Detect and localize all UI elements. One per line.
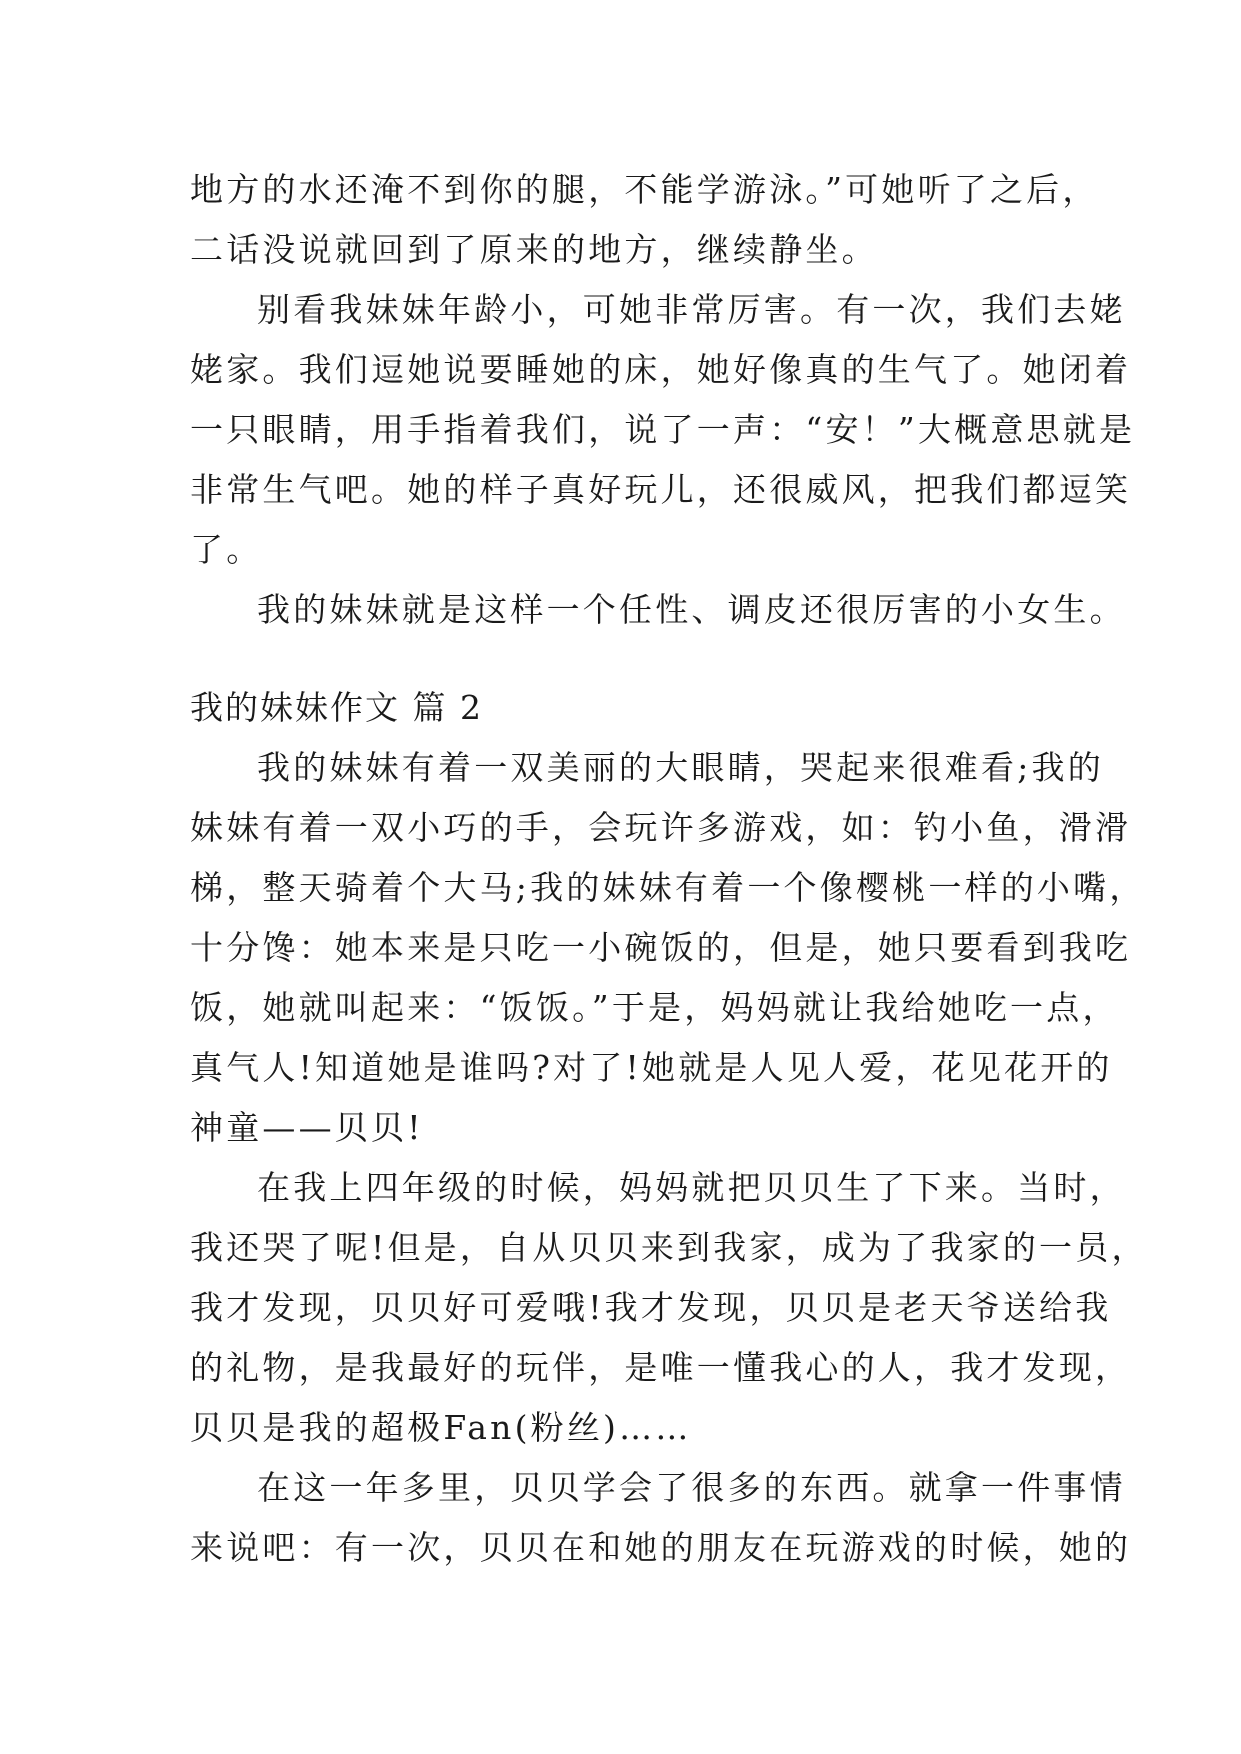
- paragraph: [190, 580, 1126, 640]
- paragraph: [190, 1158, 1148, 1458]
- section-gap: [190, 640, 1070, 678]
- section-heading: 我的妹妹作文 篇 2: [190, 688, 483, 727]
- text-line: 来说吧：有一次，贝贝在和她的朋友在玩游戏的时候，她的: [190, 1528, 1132, 1567]
- text-line: 十分馋：她本来是只吃一小碗饭的，但是，她只要看到我吃: [190, 928, 1132, 967]
- text-line: 了。: [190, 530, 263, 569]
- text-line: 在我上四年级的时候，妈妈就把贝贝生了下来。当时，: [257, 1168, 1126, 1207]
- text-line: 别看我妹妹年龄小，可她非常厉害。有一次，我们去姥: [257, 290, 1126, 329]
- text-line: 我才发现，贝贝好可爱哦!我才发现，贝贝是老天爷送给我: [190, 1288, 1112, 1327]
- document-body: [190, 160, 1148, 1578]
- text-line: 我的妹妹就是这样一个任性、调皮还很厉害的小女生。: [257, 590, 1126, 629]
- text-line: 我还哭了呢!但是，自从贝贝来到我家，成为了我家的一员，: [190, 1228, 1148, 1267]
- text-line: 贝贝是我的超极Fan(粉丝)……: [190, 1408, 692, 1447]
- text-line: 饭，她就叫起来：“饭饭。”于是，妈妈就让我给她吃一点，: [190, 988, 1119, 1027]
- text-line: 梯，整天骑着个大马;我的妹妹有着一个像樱桃一样的小嘴，: [190, 868, 1146, 907]
- text-line: 非常生气吧。她的样子真好玩儿，还很威风，把我们都逗笑: [190, 470, 1132, 509]
- text-line: 姥家。我们逗她说要睡她的床，她好像真的生气了。她闭着: [190, 350, 1132, 389]
- text-line: 真气人!知道她是谁吗?对了!她就是人见人爱，花见花开的: [190, 1048, 1113, 1087]
- text-line: 的礼物，是我最好的玩伴，是唯一懂我心的人，我才发现，: [190, 1348, 1132, 1387]
- text-line: 二话没说就回到了原来的地方，继续静坐。: [190, 230, 878, 269]
- paragraph: [190, 160, 1099, 280]
- paragraph: [190, 738, 1146, 1158]
- text-line: 一只眼睛，用手指着我们，说了一声：“安！”大概意思就是: [190, 410, 1136, 449]
- text-line: 我的妹妹有着一双美丽的大眼睛，哭起来很难看;我的: [257, 748, 1104, 787]
- paragraph: [190, 1458, 1132, 1578]
- text-line: 地方的水还淹不到你的腿，不能学游泳。”可她听了之后，: [190, 170, 1099, 209]
- text-line: 在这一年多里，贝贝学会了很多的东西。就拿一件事情: [257, 1468, 1126, 1507]
- paragraph: [190, 280, 1136, 580]
- text-line: 神童——贝贝!: [190, 1108, 424, 1147]
- text-line: 妹妹有着一双小巧的手，会玩许多游戏，如：钓小鱼，滑滑: [190, 808, 1132, 847]
